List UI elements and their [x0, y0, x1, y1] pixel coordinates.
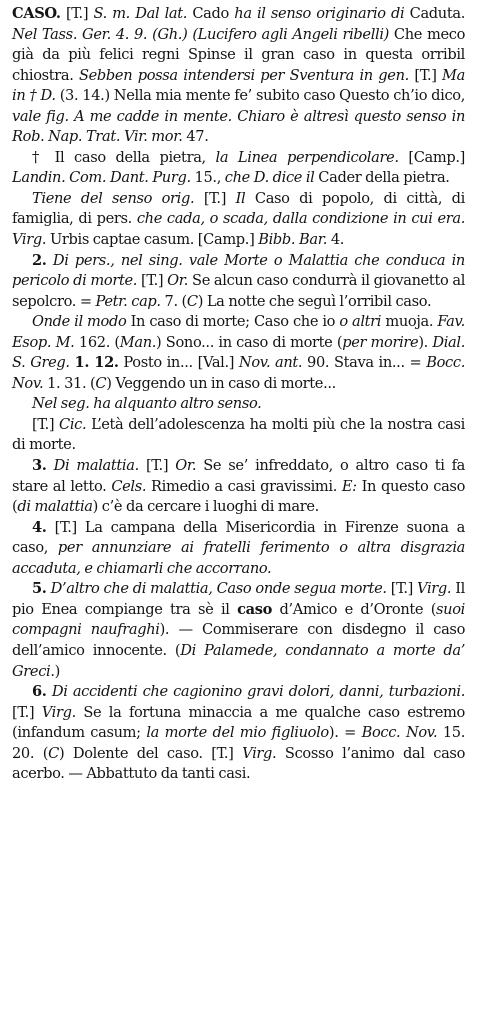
dictionary-entry-caso [12, 4, 465, 785]
text-roman-segment: Scosso l’animo dal caso acerbo. — Abbattuto da tanti casi. [12, 744, 466, 783]
text-italic-segment: Di Palamede, condannato a morte da’ Greci. [12, 641, 465, 680]
entry-paragraph-p6 [12, 394, 465, 415]
text-italic-segment: Onde il modo [32, 313, 127, 331]
entry-paragraph-p4 [12, 251, 465, 313]
text-italic-segment: per morire [342, 333, 419, 351]
text-bold-segment: 4. [32, 518, 47, 536]
text-roman-segment: 7. ( [160, 292, 187, 310]
text-italic-segment: Cels. [111, 477, 147, 495]
text-roman-segment: Se se’ infreddato, o altro caso ti fa stare al letto. [12, 457, 466, 495]
text-italic-segment: Landin. Com. Dant. Purg. [12, 169, 191, 187]
text-roman-segment: In questo caso ( [12, 477, 465, 516]
text-roman-segment: [Camp.] [398, 148, 465, 166]
text-italic-segment: Bocc. Nov. [361, 724, 438, 742]
text-italic-segment: Di malattia. [53, 457, 139, 475]
text-italic-segment: S. m. Dal lat. [93, 5, 188, 22]
text-roman-segment: Cado [187, 5, 235, 22]
entry-paragraph-p7 [12, 415, 465, 456]
text-roman-segment: [T.] [60, 5, 94, 22]
text-roman-segment: 4. [327, 231, 345, 249]
text-roman-segment: ) La notte che seguì l’orribil caso. [197, 292, 432, 310]
text-roman-segment: Cader della pietra. [314, 169, 450, 187]
text-italic-segment: la Linea perpendicolare. [215, 148, 399, 166]
text-italic-segment: Fav. Esop. M. [12, 313, 465, 351]
text-italic-segment: Bocc. Nov. [12, 354, 465, 392]
text-italic-segment: Nel seg. ha alquanto altro senso. [32, 395, 262, 413]
text-roman-segment: Il pio Enea compiange tra sè il [12, 580, 465, 618]
text-roman-segment: [T.] La campana della Misericordia in Firenze suona a caso, [12, 518, 465, 557]
text-italic-segment: o altri [339, 313, 382, 331]
text-italic-segment: D’altro che di malattia, Caso onde segua morte. [50, 580, 387, 598]
text-italic-segment: C [186, 292, 198, 310]
text-italic-segment: Nel Tass. Ger. 4. 9. (Gh.) (Lucifero agli Angeli ribelli) [12, 25, 389, 43]
text-italic-segment: Bibb. Bar. [258, 231, 328, 249]
text-roman-segment: Posto in... [Val.] [118, 354, 239, 372]
text-bold-segment: 3. [32, 457, 47, 475]
text-roman-segment: [T.] [12, 703, 42, 721]
entry-paragraph-p2 [12, 148, 465, 189]
text-roman-segment: Caduta. [404, 5, 465, 22]
text-bold-segment: 5. [32, 580, 47, 598]
text-roman-segment: 47. [182, 128, 209, 146]
text-roman-segment: muoja. [381, 313, 438, 331]
text-roman-segment: [T.] [32, 415, 60, 433]
entry-paragraph-p3 [12, 189, 465, 251]
text-italic-segment: Sebben possa intendersi per Sventura in gen. [79, 66, 409, 84]
text-bold-segment: CASO. [12, 5, 61, 22]
text-italic-segment: vale fig. A me cadde in mente. Chiaro è altresì questo senso in Rob. Nap. Trat. Vir. mor. [12, 107, 465, 146]
text-roman-segment: ) c’è da cercare i luoghi di mare. [92, 498, 319, 516]
text-bold-segment: caso [237, 600, 273, 618]
text-roman-segment: 15. 20. ( [12, 724, 466, 762]
text-roman-segment: (3. 14.) Nella mia mente fe’ subito caso Questo ch’io dico, [55, 87, 466, 105]
text-italic-segment: Or. [175, 457, 197, 475]
text-italic-segment: che D. dice il [224, 169, 315, 187]
entry-paragraph-p8 [12, 456, 465, 518]
text-italic-segment: la morte del mio figliuolo [146, 724, 329, 742]
text-italic-segment: che cada, o scada, dalla condizione in cui era. Virg. [12, 210, 465, 249]
text-roman-segment: Se la fortuna minaccia a me qualche caso estremo (infandum casum; [12, 703, 465, 742]
text-roman-segment: ) Sono... in caso di morte ( [156, 333, 343, 351]
entry-paragraph-p1 [12, 4, 465, 148]
text-roman-segment: Rimedio a casi gravissimi. [146, 477, 342, 495]
text-roman-segment: Caso di popolo, di città, di famiglia, di pers. [12, 189, 465, 228]
text-roman-segment: ) Veggendo un in caso di morte... [106, 374, 336, 392]
text-italic-segment: Tiene del senso orig. [32, 189, 195, 207]
text-roman-segment: ) Dolente del caso. [T.] [58, 744, 243, 762]
text-italic-segment: Petr. cap. [95, 292, 161, 310]
text-bold-segment: 1. 12. [74, 354, 119, 372]
text-italic-segment: C [48, 744, 59, 762]
text-roman-segment: [T.] [386, 580, 418, 598]
text-roman-segment: ). — Commiserare con disdegno il caso dell’amico innocente. ( [12, 621, 466, 659]
text-italic-segment: Il [235, 189, 246, 207]
text-italic-segment: Virg. [41, 703, 76, 721]
text-bold-segment: 6. [32, 683, 47, 701]
text-italic-segment: Cic. [59, 415, 87, 433]
text-roman-segment: L’età dell’adolescenza ha molti più che la nostra casi di morte. [12, 415, 465, 454]
text-italic-segment: E: [341, 477, 357, 495]
text-roman-segment: d’Amico e d’Oronte ( [272, 600, 437, 618]
text-roman-segment: [T.] [137, 272, 168, 290]
entry-paragraph-p10 [12, 579, 465, 682]
text-roman-segment: ). = [328, 724, 362, 742]
text-roman-segment: 1. 31. ( [43, 374, 96, 392]
text-roman-segment: Urbis captae casum. [Camp.] [46, 231, 259, 249]
text-roman-segment: [T.] [138, 457, 176, 475]
entry-paragraph-p11 [12, 682, 465, 785]
text-italic-segment: Di pers., nel sing. vale Morte o Malattia che conduca in pericolo di morte. [12, 251, 465, 290]
text-roman-segment: 15., [190, 169, 225, 187]
text-italic-segment: per annunziare ai fratelli ferimento o altra disgrazia accaduta, e chiamarli che accorrano. [12, 539, 465, 577]
text-roman-segment: 162. ( [74, 333, 120, 351]
text-roman-segment: In caso di morte; Caso che io [126, 313, 340, 331]
text-roman-segment: ) [54, 662, 60, 680]
entry-paragraph-p9 [12, 518, 465, 580]
text-italic-segment: Virg. [242, 744, 277, 762]
text-roman-segment [47, 457, 54, 474]
text-roman-segment: † Il caso della pietra, [32, 148, 216, 166]
text-roman-segment: [T.] [408, 66, 443, 84]
text-italic-segment: Ma in † D. [12, 66, 465, 105]
text-italic-segment: Nov. ant. [238, 354, 303, 372]
text-italic-segment: di malattia [17, 498, 93, 516]
text-roman-segment: [T.] [194, 189, 236, 207]
text-italic-segment: C [95, 374, 107, 392]
text-roman-segment: 90. Stava in... = [302, 354, 427, 372]
text-italic-segment: Di accidenti che cagionino gravi dolori, danni, turbazioni. [51, 683, 465, 701]
text-italic-segment: Man. [119, 333, 157, 351]
text-roman-segment: Che meco già da più felici regni Spinse il gran caso in questa orribil chiostra. [12, 25, 466, 84]
text-roman-segment: Se alcun caso condurrà il giovanetto al sepolcro. = [12, 272, 466, 310]
text-italic-segment: Virg. [417, 580, 452, 598]
text-italic-segment: ha il senso originario di [234, 5, 405, 22]
text-italic-segment: Or. [167, 272, 189, 290]
entry-paragraph-p5 [12, 312, 465, 394]
text-italic-segment: Dial. S. Greg. [12, 333, 466, 372]
text-italic-segment: suoi compagni naufraghi [12, 600, 465, 639]
text-roman-segment: ). [418, 333, 433, 351]
text-bold-segment: 2. [32, 251, 47, 269]
